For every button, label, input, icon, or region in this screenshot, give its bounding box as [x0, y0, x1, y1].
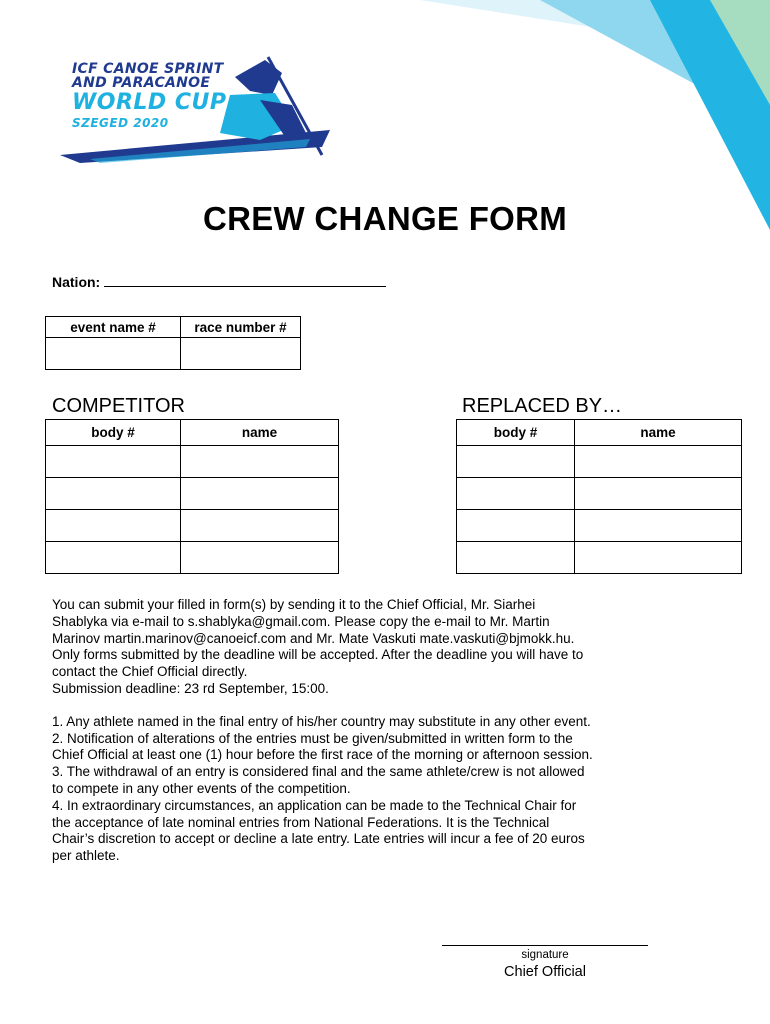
replaced-name-header: name [575, 420, 742, 446]
logo-line-2: AND PARACANOE [72, 75, 211, 91]
text-line: contact the Chief Official directly. [52, 664, 248, 680]
table-row [46, 478, 339, 510]
text-line: Marinov martin.marinov@canoeicf.com and Mr. Mate Vaskuti mate.vaskuti@bjmokk.hu. [52, 630, 575, 646]
table-row [46, 542, 339, 574]
rule-line: 4. In extraordinary circumstances, an application can be made to the Technical Chair for [52, 797, 577, 813]
rule-line: Chair’s discretion to accept or decline a late entry. Late entries will incur a fee of 20 euros [52, 831, 585, 847]
competitor-name-header: name [181, 420, 339, 446]
table-row [457, 446, 742, 478]
rule-line: Chief Official at least one (1) hour before the first race of the morning or afternoon session. [52, 747, 593, 763]
event-name-header: event name # [46, 317, 181, 338]
race-number-cell[interactable] [181, 338, 301, 370]
body-cell[interactable] [457, 542, 575, 574]
name-cell[interactable] [181, 542, 339, 574]
table-row [457, 478, 742, 510]
body-cell[interactable] [46, 478, 181, 510]
replaced-body-header: body # [457, 420, 575, 446]
competitor-table [45, 419, 339, 574]
text-line: Submission deadline: 23 rd September, 15:00. [52, 680, 329, 696]
rule-line: to compete in any other events of the competition. [52, 780, 351, 796]
event-table [45, 316, 301, 370]
logo-line-1: ICF CANOE SPRINT [72, 61, 224, 77]
rule-line: per athlete. [52, 848, 120, 864]
logo-line-4: SZEGED 2020 [72, 116, 169, 130]
body-cell[interactable] [457, 510, 575, 542]
text-line: Shablyka via e-mail to s.shablyka@gmail.com. Please copy the e-mail to Mr. Martin [52, 613, 550, 629]
name-cell[interactable] [181, 478, 339, 510]
signature-label: signature [521, 949, 569, 961]
rule-line: 2. Notification of alterations of the entries must be given/submitted in written form to the [52, 730, 573, 746]
name-cell[interactable] [575, 510, 742, 542]
event-name-cell[interactable] [46, 338, 181, 370]
table-row [46, 510, 339, 542]
text-line: You can submit your filled in form(s) by sending it to the Chief Official, Mr. Siarhei [52, 597, 536, 612]
corner-decoration [350, 0, 770, 230]
instructions-text [52, 597, 742, 865]
body-cell[interactable] [46, 510, 181, 542]
logo-line-3: WORLD CUP [72, 90, 227, 115]
replaced-by-table [456, 419, 742, 574]
table-row [457, 542, 742, 574]
text-line: Only forms submitted by the deadline will be accepted. After the deadline you will have to [52, 647, 584, 663]
name-cell[interactable] [181, 446, 339, 478]
name-cell[interactable] [575, 446, 742, 478]
rule-line: 3. The withdrawal of an entry is considered final and the same athlete/crew is not allowed [52, 764, 585, 780]
rule-line: 1. Any athlete named in the final entry of his/her country may substitute in any other event. [52, 713, 591, 729]
nation-field[interactable] [52, 274, 386, 290]
signature-line[interactable] [442, 945, 648, 946]
table-row [457, 510, 742, 542]
body-cell[interactable] [457, 446, 575, 478]
logo-text [72, 62, 226, 129]
table-row [46, 446, 339, 478]
name-cell[interactable] [575, 542, 742, 574]
signature-role: Chief Official [504, 964, 586, 980]
form-title: CREW CHANGE FORM [202, 200, 568, 237]
body-cell[interactable] [46, 446, 181, 478]
competitor-heading: COMPETITOR [52, 395, 185, 417]
body-cell[interactable] [457, 478, 575, 510]
race-number-header: race number # [181, 317, 301, 338]
name-cell[interactable] [181, 510, 339, 542]
nation-input-line[interactable] [104, 276, 386, 287]
body-cell[interactable] [46, 542, 181, 574]
competitor-body-header: body # [46, 420, 181, 446]
rule-line: the acceptance of late nominal entries from National Federations. It is the Technical [52, 814, 550, 830]
nation-label: Nation: [52, 274, 101, 290]
replaced-by-heading: REPLACED BY… [462, 395, 623, 417]
name-cell[interactable] [575, 478, 742, 510]
